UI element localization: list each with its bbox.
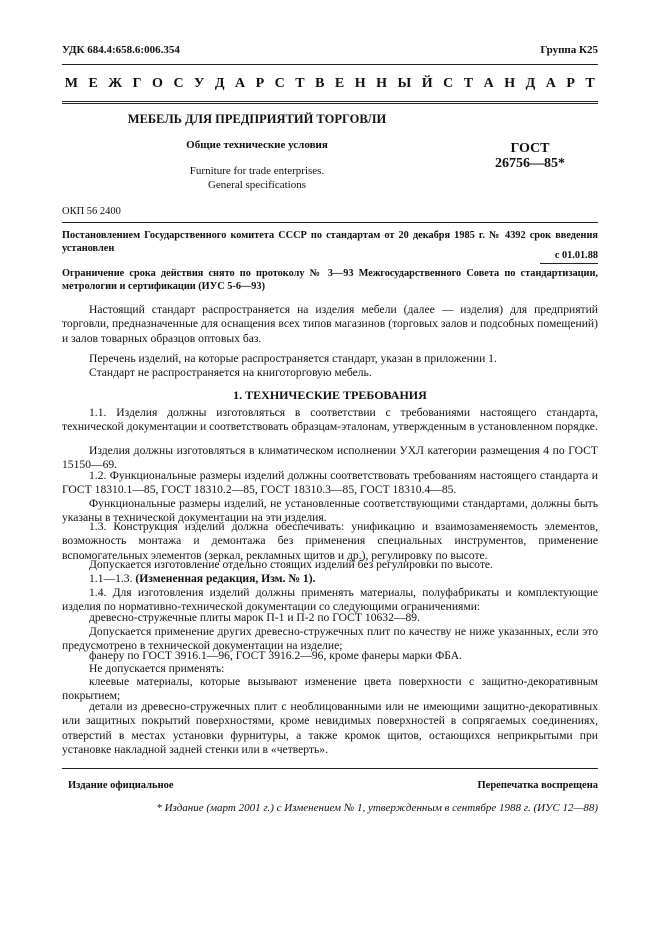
reprint-notice: Перепечатка воспрещена bbox=[477, 780, 598, 791]
english-title-line1: Furniture for trade enterprises. bbox=[189, 165, 325, 177]
udk-code: УДК 684.4:658.6:006.354 bbox=[62, 44, 180, 56]
edition-footnote: * Издание (март 2001 г.) с Изменением № 1, утвержденным в сентябре 1988 г. (ИУС 12—88) bbox=[156, 802, 598, 814]
amendment-ref: 1.1—1.3. bbox=[89, 572, 133, 585]
english-title-line2: General specifications bbox=[207, 179, 307, 191]
amendment-label: (Измененная редакция, Изм. № 1). bbox=[135, 572, 316, 585]
double-rule bbox=[62, 101, 598, 106]
top-rule bbox=[62, 64, 598, 65]
clause-1-2-note: Функциональные размеры изделий, не установленные соответствующими стандартами, должны быть указаны в технической документации на эти изделия. bbox=[62, 497, 598, 525]
gost-label: ГОСТ bbox=[510, 141, 550, 156]
date-underline bbox=[540, 263, 598, 264]
section-heading: 1. ТЕХНИЧЕСКИЕ ТРЕБОВАНИЯ bbox=[233, 388, 427, 402]
intro-paragraph-1: Настоящий стандарт распространяется на изделия мебели (далее — изделия) для предприятий торговли, предназначенные для оснащения всех типов магазинов (торговых залов и подсобных помещений) и залов товарных образцов оптовых баз. bbox=[62, 303, 598, 345]
decree-text: Постановлением Государственного комитета СССР по стандартам от 20 декабря 1985 г. № 4392 срок введения установлен bbox=[62, 230, 598, 254]
clause-1-4-other-boards: Допускается применение других древесно-стружечных плит по качеству не ниже указанных, если это предусмотрено в технической документации на изделие; bbox=[62, 625, 598, 653]
clause-1-3-note: Допускается изготовление отдельно стоящих изделий без регулировки по высоте. bbox=[89, 558, 493, 571]
amendment-note bbox=[62, 572, 598, 586]
clause-1-4-prohibited: Не допускается применять: bbox=[89, 662, 225, 675]
limitation-text: Ограничение срока действия снято по протоколу № 3—93 Межгосударственного Совета по стандартизации, метрологии и сертификации (ИУС 5-6—93) bbox=[62, 268, 598, 292]
clause-1-4-particleboard: древесно-стружечные плиты марок П-1 и П-2 по ГОСТ 10632—89. bbox=[89, 611, 420, 624]
okp-rule bbox=[62, 222, 598, 223]
gost-number: 26756—85* bbox=[495, 156, 565, 171]
intro-paragraph-2: Перечень изделий, на которые распространяется стандарт, указан в приложении 1. bbox=[89, 352, 497, 365]
footer-rule bbox=[62, 768, 598, 769]
intro-paragraph-3: Стандарт не распространяется на книготорговую мебель. bbox=[89, 366, 372, 379]
clause-1-3: 1.3. Конструкция изделий должна обеспечивать: унификацию и взаимозаменяемость элементов, возможность монтажа и демонтажа без применения специальных инструментов, применение вспомогательных элементов (зеркал, рекламных щитов и др.), регулировку по высоте. bbox=[62, 520, 598, 562]
document-subtitle: Общие технические условия bbox=[186, 139, 328, 151]
clause-1-4-parts: детали из древесно-стружечных плит с необлицованными или не имеющими защитно-декоративных или защитных покрытий поверхностями, кроме невидимых поверхностей в сопрягаемых соединениях, отверстий в местах установки фурнитуры, а также кромок щитов, остающихся неприкрытыми при установке накладной задней стенки или в «четверть». bbox=[62, 700, 598, 756]
okp-code: ОКП 56 2400 bbox=[62, 206, 121, 217]
standard-type: М Е Ж Г О С У Д А Р С Т В Е Н Н Ы Й С Т А Н Д А Р Т bbox=[64, 76, 596, 91]
clause-1-4: 1.4. Для изготовления изделий должны применять материалы, полуфабрикаты и комплектующие изделия по нормативно-технической документации со следующими ограничениями: bbox=[62, 586, 598, 614]
effective-date: с 01.01.88 bbox=[554, 250, 598, 261]
document-title: МЕБЕЛЬ ДЛЯ ПРЕДПРИЯТИЙ ТОРГОВЛИ bbox=[127, 112, 387, 126]
clause-1-1: 1.1. Изделия должны изготовляться в соответствии с требованиями настоящего стандарта, технической документации и соответствовать образцам-эталонам, утвержденным в установленном порядке. bbox=[62, 406, 598, 434]
clause-1-4-adhesives: клеевые материалы, которые вызывают изменение цвета поверхности с защитно-декоративным покрытием; bbox=[62, 675, 598, 703]
clause-1-2: 1.2. Функциональные размеры изделий должны соответствовать требованиям настоящего стандарта и ГОСТ 18310.1—85, ГОСТ 18310.2—85, ГОСТ 18310.3—85, ГОСТ 18310.4—85. bbox=[62, 469, 598, 497]
group-code: Группа К25 bbox=[540, 44, 598, 56]
clause-1-4-plywood: фанеру по ГОСТ 3916.1—96, ГОСТ 3916.2—96, кроме фанеры марки ФБА. bbox=[89, 649, 463, 662]
official-edition: Издание официальное bbox=[68, 780, 174, 791]
clause-1-1-climate: Изделия должны изготовляться в климатическом исполнении УХЛ категории размещения 4 по ГОСТ 15150—69. bbox=[62, 444, 598, 472]
